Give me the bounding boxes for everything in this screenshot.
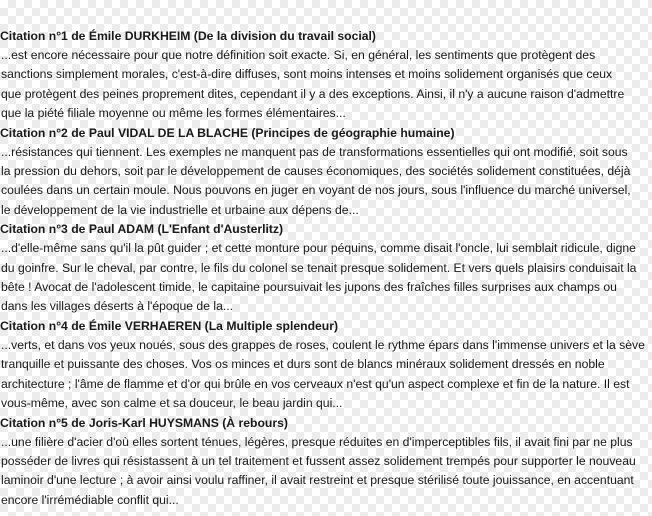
- citation-title: Citation n°5 de Joris-Karl HUYSMANS (À rebours): [0, 415, 288, 430]
- citation-line: ...d'elle-même sans qu'il la pût guider ; et cette monture pour péquins, comme disait l'oncle, lui semblait ridicule, digne: [1, 241, 636, 256]
- citations-document: [0, 27, 648, 510]
- citation-line: ...résistances qui tiennent. Les exemples ne manquent pas de transformations essentielles qui ont modifié, soit sous: [1, 144, 628, 159]
- citation-line: bête ! Avocat de l'adolescent timide, le capitaine poursuivait les jupons des fraîches filles surprises aux champs ou: [1, 280, 617, 295]
- citation-2: [0, 124, 648, 221]
- citation-line: sanctions simplement morales, c'est-à-dire diffuses, sont moins intenses et moins solidement organisés que ceux: [1, 67, 613, 82]
- citation-body: [0, 46, 648, 124]
- citation-line: tranquille et puissante des choses. Vos os minces et durs sont de blancs minéraux solidement dressés en noble: [1, 357, 605, 372]
- citation-body: [0, 143, 648, 221]
- citation-body: [0, 336, 648, 414]
- citation-line: du goinfre. Sur le cheval, par contre, le fils du colonel se tenait presque solidement. Et vers quels plaisirs conduisait la: [1, 260, 637, 275]
- citation-line: ...une filière d'acier d'où elles sortent ténues, légères, presque réduites en d'imperceptibles fils, il avait fini par ne plus: [1, 434, 633, 449]
- citation-1: [0, 27, 648, 124]
- citation-line: que la piété filiale moyenne ou même les formes élémentaires...: [1, 106, 346, 121]
- citation-line: posséder de livres qui résistassent à un tel traitement et fussent assez solidement trempés pour supporter le nouveau: [1, 453, 636, 468]
- citation-body: [0, 433, 648, 511]
- citation-line: coulées dans un certain moule. Nous pouvons en juger en voyant de nos jours, sous l'influence du marché universel,: [1, 183, 631, 198]
- citation-line: le développement de la vie industrielle et urbaine aux dépens de...: [1, 202, 359, 217]
- citation-body: [0, 239, 648, 317]
- citation-3: [0, 220, 648, 317]
- citation-title: Citation n°1 de Émile DURKHEIM (De la division du travail social): [0, 29, 376, 43]
- citation-line: ...est encore nécessaire pour que notre définition soit exacte. Si, en général, les sentiments que protègent des: [1, 48, 596, 62]
- citation-line: que protègent des peines proprement dites, cependant il y a des exceptions. Ainsi, il n'y a aucune raison d'admettre: [1, 86, 625, 101]
- citation-line: la pression du dehors, soit par le développement de causes économiques, des sociétés solidement constituées, déjà: [1, 164, 631, 179]
- citation-line: architecture ; l'âme de flamme et d'or qui brûle en vos cerveaux n'est qu'un aspect complexe et fin de la nature. Il est: [1, 376, 630, 391]
- citation-4: [0, 317, 648, 414]
- citation-title: Citation n°2 de Paul VIDAL DE LA BLACHE (Principes de géographie humaine): [0, 125, 455, 140]
- citation-line: vous-même, avec son calme et sa douceur, le beau jardin qui...: [1, 396, 343, 411]
- citation-title: Citation n°4 de Émile VERHAEREN (La Multiple splendeur): [0, 318, 339, 333]
- citation-line: encore l'irrémédiable conflit qui...: [1, 492, 179, 507]
- citation-title: Citation n°3 de Paul ADAM (L'Enfant d'Austerlitz): [0, 222, 284, 237]
- citation-line: ...verts, et dans vos yeux noués, sous des grappes de roses, coulent le rythme épars dans l'immense univers et la sève: [1, 337, 645, 352]
- citation-line: laminoir d'une lecture ; à avoir ainsi voulu raffiner, il avait restreint et presque stérilisé toute jouissance, en accentuant: [1, 473, 634, 488]
- citation-line: dans les villages déserts à l'époque de la...: [1, 299, 234, 314]
- citation-5: [0, 414, 648, 511]
